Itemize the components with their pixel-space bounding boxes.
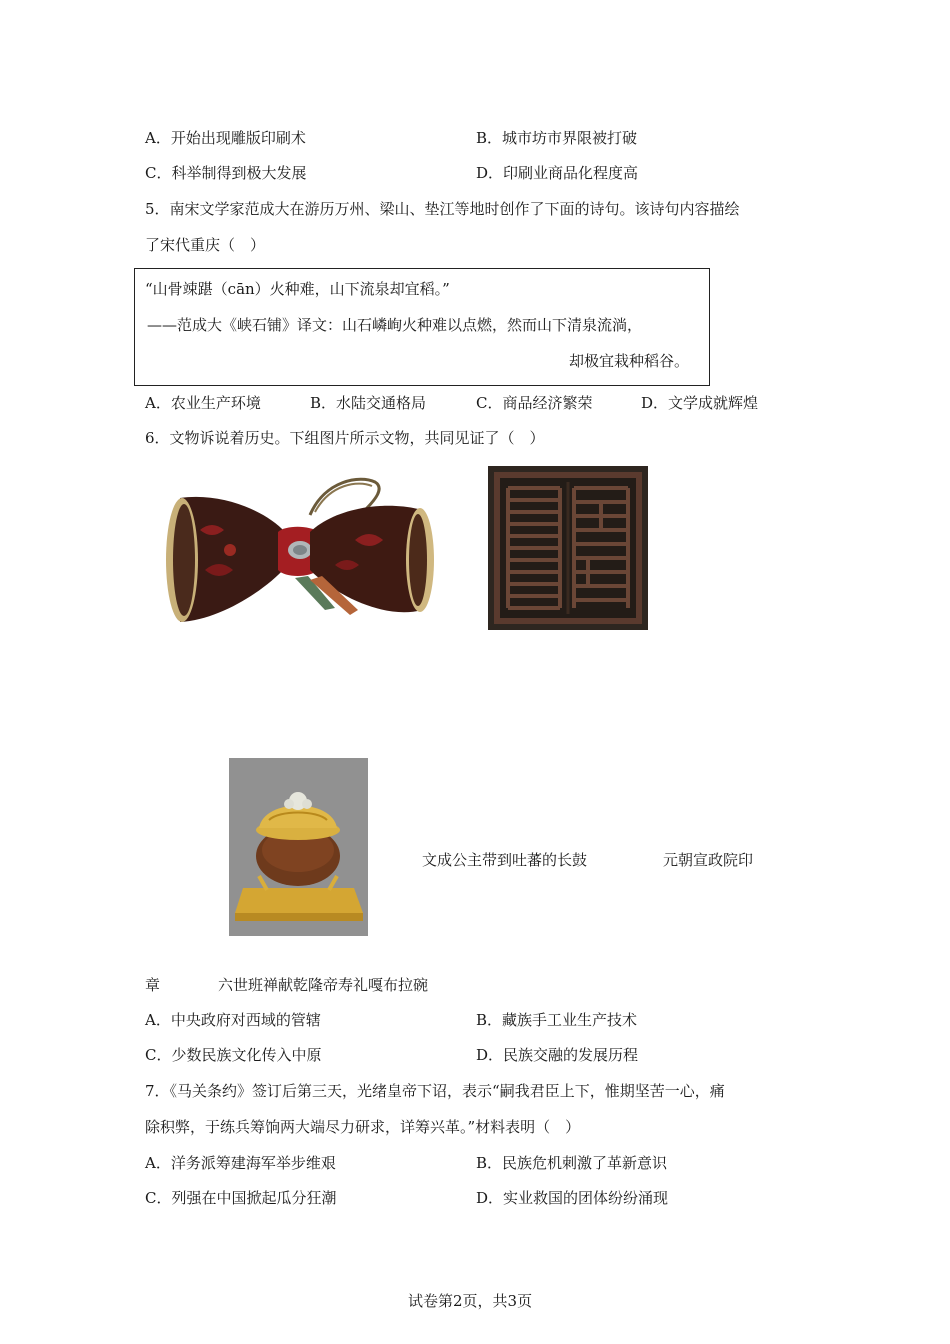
q5-quote-line2: ——范成大《峡石铺》译文：山石嶙峋火种难以点燃，然而山下清泉流淌， (147, 316, 643, 334)
q5-option-b: B．水陆交通格局 (310, 394, 427, 412)
q7-option-b: B．民族危机刺激了革新意识 (476, 1154, 668, 1172)
q7-option-c: C．列强在中国掀起瓜分狂潮 (145, 1189, 337, 1207)
kapala-bowl-image (229, 758, 368, 936)
q4-option-b: B．城市坊市界限被打破 (476, 129, 638, 147)
caption-seal-part2: 章 (145, 976, 161, 994)
xuanzheng-yuan-seal-image (484, 462, 652, 634)
q6-option-b: B．藏族手工业生产技术 (476, 1011, 638, 1029)
q5-quote-line1: “山骨竦踸（cān）火种难，山下流泉却宜稻。” (145, 280, 450, 298)
q7-option-d: D．实业救国的团体纷纷涌现 (476, 1189, 669, 1207)
q5-stem-line1: 5．南宋文学家范成大在游历万州、梁山、垫江等地时创作了下面的诗句。该诗句内容描绘 (145, 200, 740, 218)
q6-option-a: A．中央政府对西域的管辖 (145, 1011, 321, 1029)
q7-option-a: A．洋务派筹建海军举步维艰 (145, 1154, 336, 1172)
q7-stem-line1: 7．《马关条约》签订后第三天，光绪皇帝下诏，表示“嗣我君臣上下，惟期坚苦一心，痛 (145, 1082, 725, 1100)
q4-option-d: D．印刷业商品化程度高 (476, 164, 639, 182)
q5-option-c: C．商品经济繁荣 (476, 394, 593, 412)
q5-quote-line3: 却极宜栽种稻谷。 (569, 352, 690, 370)
q4-option-a: A．开始出现雕版印刷术 (145, 129, 306, 147)
q7-stem-line2: 除积弊，于练兵筹饷两大端尽力研求，详筹兴革。”材料表明（ ） (145, 1118, 581, 1136)
caption-seal-part1: 元朝宣政院印 (663, 851, 754, 869)
q6-option-d: D．民族交融的发展历程 (476, 1046, 639, 1064)
q6-option-c: C．少数民族文化传入中原 (145, 1046, 322, 1064)
q5-option-a: A．农业生产环境 (145, 394, 261, 412)
caption-drum: 文成公主带到吐蕃的长鼓 (422, 851, 588, 869)
q6-stem: 6．文物诉说着历史。下组图片所示文物，共同见证了（ ） (145, 429, 545, 447)
q5-option-d: D．文学成就辉煌 (641, 394, 759, 412)
q4-option-c: C．科举制得到极大发展 (145, 164, 307, 182)
long-drum-image (160, 470, 436, 630)
page-footer: 试卷第2页，共3页 (408, 1292, 533, 1310)
caption-bowl: 六世班禅献乾隆帝寿礼嘎布拉碗 (218, 976, 429, 994)
q5-stem-line2: 了宋代重庆（ ） (145, 236, 266, 254)
